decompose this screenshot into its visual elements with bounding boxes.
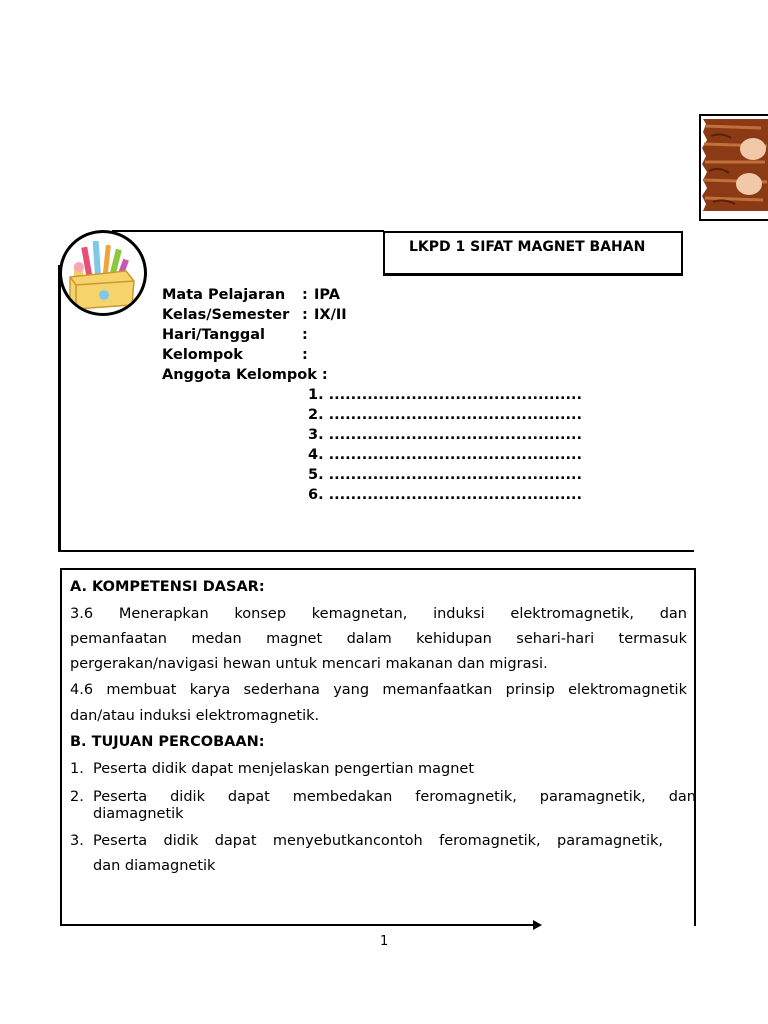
date-label: Hari/Tanggal [162,327,265,343]
subject-value: IPA [314,287,340,303]
objective-text: dan diamagnetik [93,858,216,874]
member-line: 4. .............................................. [308,447,583,463]
kd-3-6-line: pemanfaatan medan magnet dalam kehidupan sehari-hari termasuk [70,631,687,647]
member-line: 5. .............................................. [308,467,583,483]
objective-number: 2. [70,789,84,805]
pencil-box-icon [59,230,147,316]
group-colon: : [302,347,308,363]
header-bottom-border [58,550,694,552]
header-top-border [112,230,384,232]
member-line: 1. .............................................. [308,387,583,403]
header-left-border [58,265,61,552]
objective-text: Peserta didik dapat membedakan feromagnetik, paramagnetik, dan [93,789,696,805]
class-semester-label: Kelas/Semester [162,307,290,323]
member-line: 3. .............................................. [308,427,583,443]
subject-label: Mata Pelajaran [162,287,286,303]
arrow-head-icon [533,920,542,930]
class-semester-colon: : [302,307,308,323]
objective-text: Peserta didik dapat menyebutkancontoh feromagnetik, paramagnetik, [93,833,663,849]
kd-3-6-line: pergerakan/navigasi hewan untuk mencari makanan dan migrasi. [70,656,548,672]
kd-3-6-line: 3.6 Menerapkan konsep kemagnetan, induksi elektromagnetik, dan [70,606,687,622]
class-semester-value: IX/II [314,307,347,323]
worksheet-title: LKPD 1 SIFAT MAGNET BAHAN [383,231,683,276]
decorative-pattern-image [699,114,768,221]
group-label: Kelompok [162,347,243,363]
objective-text: Peserta didik dapat menjelaskan pengertian magnet [93,761,475,777]
objective-text: diamagnetik [93,806,184,822]
kd-4-6-line: 4.6 membuat karya sederhana yang memanfaatkan prinsip elektromagnetik [70,682,687,698]
objective-number: 3. [70,833,84,849]
section-a-title: A. KOMPETENSI DASAR: [70,579,265,595]
page-number: 1 [380,934,389,949]
subject-colon: : [302,287,308,303]
section-b-title: B. TUJUAN PERCOBAAN: [70,734,265,750]
member-line: 6. .............................................. [308,487,583,503]
members-label: Anggota Kelompok : [162,367,328,383]
objective-number: 1. [70,761,84,777]
content-bottom-border [60,924,536,926]
kd-4-6-line: dan/atau induksi elektromagnetik. [70,708,320,724]
date-colon: : [302,327,308,343]
member-line: 2. .............................................. [308,407,583,423]
